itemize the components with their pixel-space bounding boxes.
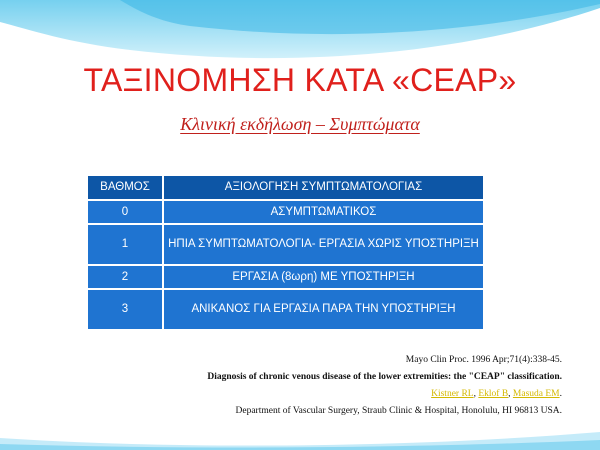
grade-cell: 1	[87, 224, 163, 265]
grade-cell: 3	[87, 289, 163, 330]
description-cell: ΗΠΙΑ ΣΥΜΠΤΩΜΑΤΟΛΟΓΙΑ- ΕΡΓΑΣΙΑ ΧΩΡΙΣ ΥΠΟΣΤΗΡΙΞΗ	[163, 224, 484, 265]
slide-title: ΤΑΞΙΝΟΜΗΣΗ ΚΑΤΑ «CEAP»	[83, 62, 517, 98]
citation-authors: Kistner RL, Eklof B, Masuda EM.	[431, 389, 562, 399]
assessment-column-header: ΑΞΙΟΛΟΓΗΣΗ ΣΥΜΠΤΩΜΑΤΟΛΟΓΙΑΣ	[163, 175, 484, 200]
author-link[interactable]: Eklof B	[478, 389, 509, 399]
slide-subtitle: Κλινική εκδήλωση – Συμπτώματα	[180, 114, 420, 134]
description-cell: ΑΣΥΜΠΤΩΜΑΤΙΚΟΣ	[163, 200, 484, 224]
table-row	[87, 224, 484, 265]
author-link[interactable]: Kistner RL	[431, 389, 474, 399]
grade-column-header: ΒΑΘΜΟΣ	[87, 175, 163, 200]
table-header-row	[87, 175, 484, 200]
grade-cell: 0	[87, 200, 163, 224]
table-row	[87, 265, 484, 289]
bottom-wave-decoration	[0, 410, 600, 450]
description-cell: ΑΝΙΚΑΝΟΣ ΓΙΑ ΕΡΓΑΣΙΑ ΠΑΡΑ ΤΗΝ ΥΠΟΣΤΗΡΙΞΗ	[163, 289, 484, 330]
grade-cell: 2	[87, 265, 163, 289]
description-cell: ΕΡΓΑΣΙΑ (8ωρη) ΜΕ ΥΠΟΣΤΗΡΙΞΗ	[163, 265, 484, 289]
table-row	[87, 289, 484, 330]
top-wave-decoration	[0, 0, 600, 70]
symptom-grade-table	[86, 174, 485, 331]
citation-affiliation: Department of Vascular Surgery, Straub Clinic & Hospital, Honolulu, HI 96813 USA.	[235, 406, 562, 416]
author-link[interactable]: Masuda EM	[512, 389, 560, 399]
table-row	[87, 200, 484, 224]
citation-title: Diagnosis of chronic venous disease of the lower extremities: the "CEAP" classification.	[207, 372, 562, 382]
citation-journal: Mayo Clin Proc. 1996 Apr;71(4):338-45.	[405, 355, 562, 365]
